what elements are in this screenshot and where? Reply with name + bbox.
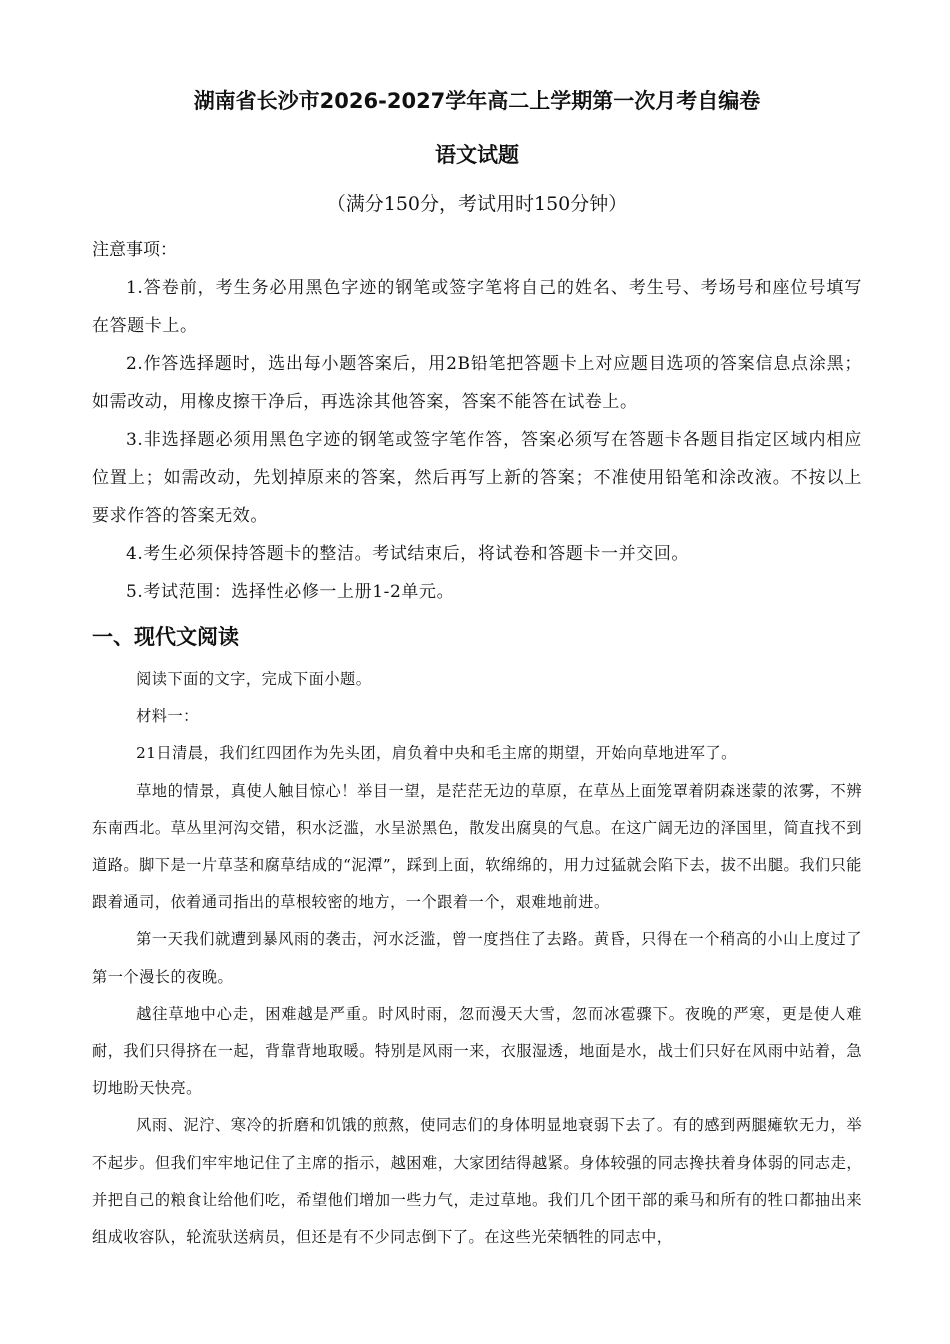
note-item-2: 2.作答选择题时，选出每小题答案后，用2B铅笔把答题卡上对应题目选项的答案信息点涂黑；如需改动，用橡皮擦干净后，再选涂其他答案，答案不能答在试卷上。 <box>92 354 862 412</box>
exam-page <box>92 86 862 1256</box>
section-heading: 一、现代文阅读 <box>92 624 239 649</box>
passage-paragraph: 风雨、泥泞、寒冷的折磨和饥饿的煎熬，使同志们的身体明显地衰弱下去了。有的感到两腿瘫软无力，举不起步。但我们牢牢地记住了主席的指示，越困难，大家团结得越紧。身体较强的同志搀扶着身体弱的同志走，并把自己的粮食让给他们吃，希望他们增加一些力气，走过草地。我们几个团干部的乘马和所有的牲口都抽出来组成收容队，轮流驮送病员，但还是有不少同志倒下了。在这些光荣牺牲的同志中， <box>92 1116 862 1247</box>
note-item-4: 4.考生必须保持答题卡的整洁。考试结束后，将试卷和答题卡一并交回。 <box>126 544 690 564</box>
passage-paragraph: 越往草地中心走，困难越是严重。时风时雨，忽而漫天大雪，忽而冰雹骤下。夜晚的严寒，更是使人难耐，我们只得挤在一起，背靠背地取暖。特别是风雨一来，衣服湿透，地面是水，战士们只好在风雨中站着，急切地盼天快亮。 <box>92 1004 862 1098</box>
score-and-time: （满分150分，考试用时150分钟） <box>326 193 628 215</box>
reading-passage <box>92 661 862 1256</box>
note-item-5: 5.考试范围：选择性必修一上册1-2单元。 <box>126 582 455 602</box>
note-item-1: 1.答卷前，考生务必用黑色字迹的钢笔或签字笔将自己的姓名、考生号、考场号和座位号填写在答题卡上。 <box>92 278 862 336</box>
passage-instruction: 阅读下面的文字，完成下面小题。 <box>136 670 372 688</box>
notes-section <box>92 231 862 611</box>
passage-paragraph: 草地的情景，真使人触目惊心！举目一望，是茫茫无边的草原，在草丛上面笼罩着阴森迷蒙的浓雾，不辨东南西北。草丛里河沟交错，积水泛滥，水呈淤黑色，散发出腐臭的气息。在这广阔无边的泽国里，简直找不到道路。脚下是一片草茎和腐草结成的“泥潭”，踩到上面，软绵绵的，用力过猛就会陷下去，拔不出腿。我们只能跟着通司，依着通司指出的草根较密的地方，一个跟着一个，艰难地前进。 <box>92 781 862 912</box>
exam-subject: 语文试题 <box>435 143 519 167</box>
passage-paragraph: 21日清晨，我们红四团作为先头团，肩负着中央和毛主席的期望，开始向草地进军了。 <box>136 744 737 763</box>
note-item-3: 3.非选择题必须用黑色字迹的钢笔或签字笔作答，答案必须写在答题卡各题目指定区域内相应位置上；如需改动，先划掉原来的答案，然后再写上新的答案；不准使用铅笔和涂改液。不按以上要求作答的答案无效。 <box>92 430 862 526</box>
passage-paragraph: 第一天我们就遭到暴风雨的袭击，河水泛滥，曾一度挡住了去路。黄昏，只得在一个稍高的小山上度过了第一个漫长的夜晚。 <box>92 930 862 986</box>
exam-title: 湖南省长沙市2026-2027学年高二上学期第一次月考自编卷 <box>193 89 761 113</box>
material-label: 材料一： <box>136 707 199 726</box>
notes-heading: 注意事项： <box>92 240 177 260</box>
